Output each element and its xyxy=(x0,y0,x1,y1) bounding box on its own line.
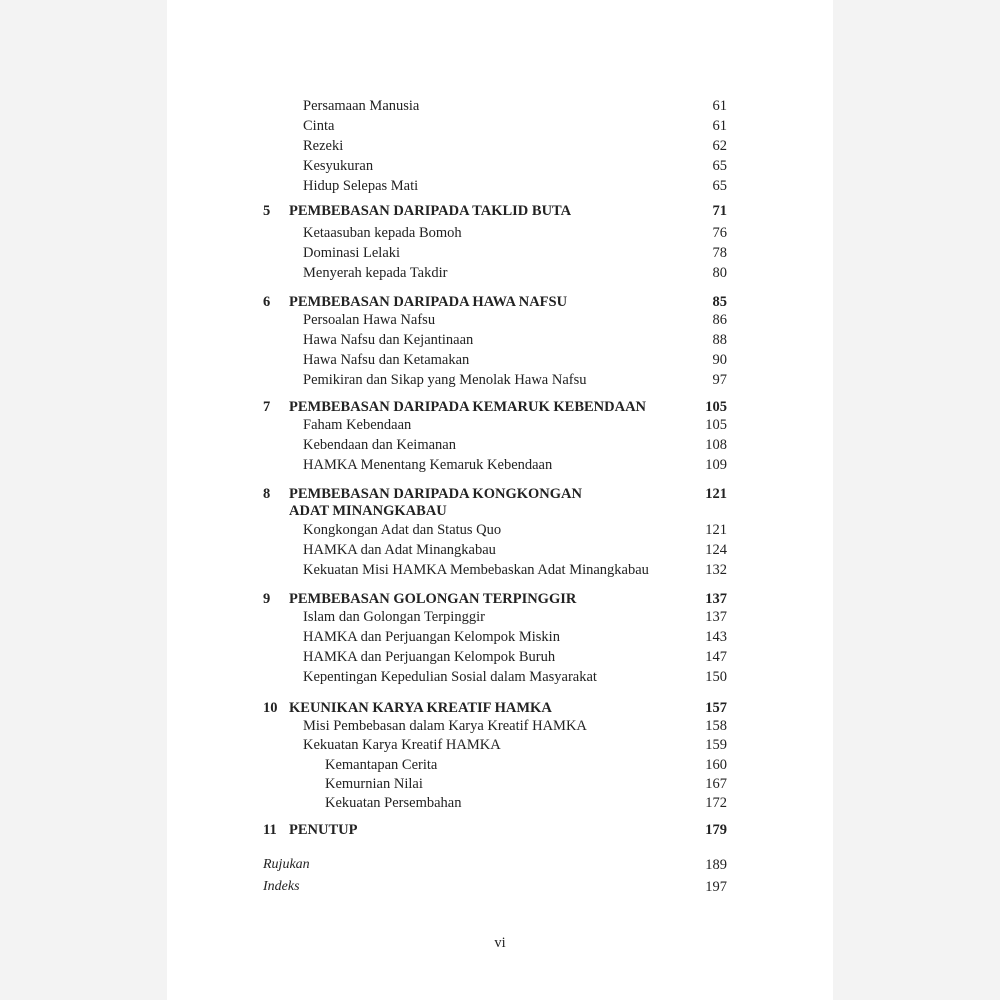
back-matter-title: Indeks xyxy=(263,879,300,894)
toc-entry-title: HAMKA dan Perjuangan Kelompok Buruh xyxy=(303,649,556,665)
toc-entry-title: Pemikiran dan Sikap yang Menolak Hawa Nafsu xyxy=(303,372,587,388)
toc-entry-title: Persamaan Manusia xyxy=(303,98,420,114)
toc-entry-title: HAMKA dan Adat Minangkabau xyxy=(303,542,496,558)
toc-entry-page: 61 xyxy=(712,98,727,114)
toc-entry-title: Menyerah kepada Takdir xyxy=(303,265,448,281)
toc-entry-title: Kemurnian Nilai xyxy=(325,776,423,792)
toc-entry-title: Kebendaan dan Keimanan xyxy=(303,437,456,453)
toc-entry-page: 78 xyxy=(712,245,727,261)
toc-entry-title: Kemantapan Cerita xyxy=(325,757,438,773)
chapter-page: 157 xyxy=(705,700,727,716)
toc-entry-title: Faham Kebendaan xyxy=(303,417,412,433)
chapter-page: 71 xyxy=(712,203,727,219)
toc-entry-title: Kekuatan Misi HAMKA Membebaskan Adat Minangkabau xyxy=(303,562,649,578)
toc-entry-page: 143 xyxy=(705,629,727,645)
chapter-page: 121 xyxy=(705,486,727,502)
toc-entry xyxy=(167,520,833,540)
toc-entry-page: 76 xyxy=(712,225,727,241)
toc-entry-title: Kesyukuran xyxy=(303,158,374,174)
toc-entry-title: Dominasi Lelaki xyxy=(303,245,401,261)
toc-entry xyxy=(167,774,833,794)
toc-entry-page: 150 xyxy=(705,669,727,685)
toc-entry xyxy=(167,560,833,580)
chapter-title: PEMBEBASAN DARIPADA TAKLID BUTA xyxy=(289,203,572,219)
toc-entry xyxy=(167,415,833,435)
toc-entry-title: Hawa Nafsu dan Kejantinaan xyxy=(303,332,474,348)
toc-back-matter xyxy=(167,855,833,875)
toc-entry xyxy=(167,310,833,330)
toc-entry-title: Cinta xyxy=(303,118,335,134)
chapter-title: PENUTUP xyxy=(289,822,358,838)
toc-entry-title: Misi Pembebasan dalam Karya Kreatif HAMKA xyxy=(303,718,587,734)
toc-entry-page: 97 xyxy=(712,372,727,388)
chapter-title: PEMBEBASAN DARIPADA KEMARUK KEBENDAAN xyxy=(289,399,647,415)
toc-entry xyxy=(167,755,833,775)
toc-entry xyxy=(167,647,833,667)
chapter-number: 11 xyxy=(263,822,277,838)
toc-entry xyxy=(167,243,833,263)
toc-entry-page: 160 xyxy=(705,757,727,773)
chapter-title: PEMBEBASAN GOLONGAN TERPINGGIR xyxy=(289,591,577,607)
toc-entry-page: 65 xyxy=(712,178,727,194)
book-page xyxy=(167,0,833,1000)
toc-entry xyxy=(167,350,833,370)
toc-entry xyxy=(167,540,833,560)
toc-entry xyxy=(167,96,833,116)
toc-entry-title: HAMKA dan Perjuangan Kelompok Miskin xyxy=(303,629,560,645)
toc-entry-title: Hidup Selepas Mati xyxy=(303,178,419,194)
toc-entry xyxy=(167,435,833,455)
chapter-page: 85 xyxy=(712,294,727,310)
toc-entry xyxy=(167,607,833,627)
chapter-number: 9 xyxy=(263,591,271,607)
back-matter-page: 189 xyxy=(705,857,727,873)
toc-entry xyxy=(167,370,833,390)
toc-entry-page: 172 xyxy=(705,795,727,811)
toc-entry-title: Ketaasuban kepada Bomoh xyxy=(303,225,462,241)
toc-chapter xyxy=(167,201,833,221)
chapter-number: 6 xyxy=(263,294,271,310)
chapter-title: PEMBEBASAN DARIPADA KONGKONGAN xyxy=(289,486,582,502)
chapter-page: 137 xyxy=(705,591,727,607)
chapter-number: 7 xyxy=(263,399,271,415)
toc-entry-title: Kongkongan Adat dan Status Quo xyxy=(303,522,502,538)
toc-entry-page: 124 xyxy=(705,542,727,558)
chapter-number: 10 xyxy=(263,700,278,716)
toc-entry xyxy=(167,667,833,687)
table-of-contents xyxy=(167,0,833,1000)
page-number-footer: vi xyxy=(494,935,506,951)
toc-entry-page: 137 xyxy=(705,609,727,625)
toc-entry-page: 132 xyxy=(705,562,727,578)
toc-entry-page: 109 xyxy=(705,457,727,473)
toc-entry-title: HAMKA Menentang Kemaruk Kebendaan xyxy=(303,457,553,473)
toc-entry xyxy=(167,156,833,176)
chapter-page: 105 xyxy=(705,399,727,415)
toc-entry-title: Persoalan Hawa Nafsu xyxy=(303,312,436,328)
toc-chapter xyxy=(167,820,833,840)
toc-entry-page: 65 xyxy=(712,158,727,174)
toc-chapter xyxy=(167,589,833,609)
toc-entry-page: 121 xyxy=(705,522,727,538)
toc-back-matter xyxy=(167,877,833,897)
toc-entry xyxy=(167,455,833,475)
toc-entry-page: 80 xyxy=(712,265,727,281)
toc-entry-title: Hawa Nafsu dan Ketamakan xyxy=(303,352,470,368)
toc-entry-title: Kepentingan Kepedulian Sosial dalam Masyarakat xyxy=(303,669,597,685)
chapter-title-line2: ADAT MINANGKABAU xyxy=(289,503,447,519)
toc-chapter xyxy=(167,292,833,312)
toc-entry-page: 108 xyxy=(705,437,727,453)
chapter-title: PEMBEBASAN DARIPADA HAWA NAFSU xyxy=(289,294,568,310)
toc-entry xyxy=(167,793,833,813)
toc-entry xyxy=(167,136,833,156)
toc-entry-page: 86 xyxy=(712,312,727,328)
toc-entry xyxy=(167,716,833,736)
toc-entry-title: Rezeki xyxy=(303,138,344,154)
toc-entry-title: Islam dan Golongan Terpinggir xyxy=(303,609,485,625)
toc-entry xyxy=(167,263,833,283)
back-matter-page: 197 xyxy=(705,879,727,895)
toc-entry-page: 62 xyxy=(712,138,727,154)
toc-chapter xyxy=(167,698,833,718)
toc-chapter-continued xyxy=(167,501,833,521)
toc-entry xyxy=(167,627,833,647)
toc-entry-page: 90 xyxy=(712,352,727,368)
chapter-page: 179 xyxy=(705,822,727,838)
toc-entry xyxy=(167,116,833,136)
back-matter-title: Rujukan xyxy=(263,857,310,872)
toc-entry xyxy=(167,223,833,243)
chapter-title: KEUNIKAN KARYA KREATIF HAMKA xyxy=(289,700,552,716)
toc-entry xyxy=(167,176,833,196)
toc-entry-page: 147 xyxy=(705,649,727,665)
chapter-number: 5 xyxy=(263,203,271,219)
toc-entry-title: Kekuatan Karya Kreatif HAMKA xyxy=(303,737,501,753)
toc-entry-page: 88 xyxy=(712,332,727,348)
toc-entry-page: 105 xyxy=(705,417,727,433)
toc-entry xyxy=(167,735,833,755)
toc-chapter xyxy=(167,397,833,417)
toc-entry-page: 158 xyxy=(705,718,727,734)
chapter-number: 8 xyxy=(263,486,271,502)
toc-entry-title: Kekuatan Persembahan xyxy=(325,795,462,811)
toc-entry xyxy=(167,330,833,350)
toc-entry-page: 61 xyxy=(712,118,727,134)
toc-entry-page: 167 xyxy=(705,776,727,792)
toc-entry-page: 159 xyxy=(705,737,727,753)
